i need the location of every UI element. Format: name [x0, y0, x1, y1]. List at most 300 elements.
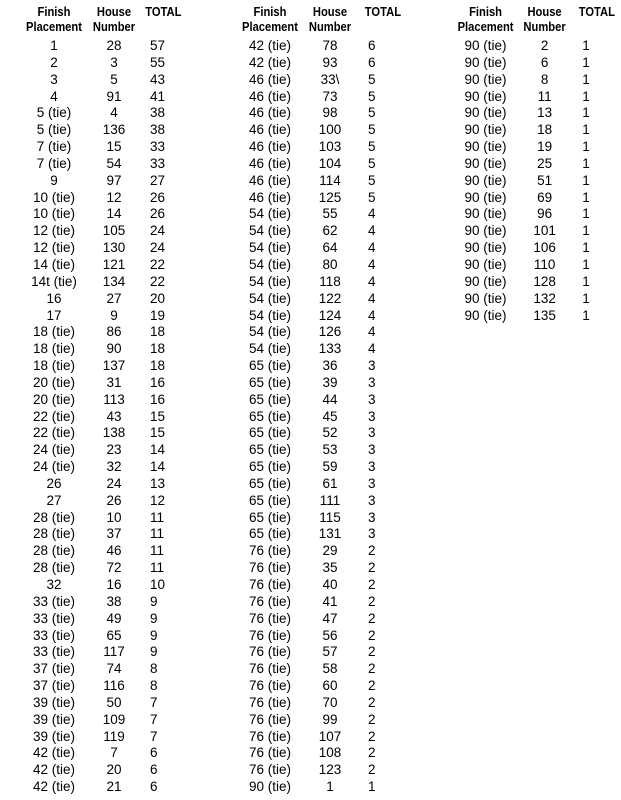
finish-placement-cell: 90 (tie) — [464, 71, 507, 87]
house-number-cell: 119 — [103, 728, 125, 744]
house-number-cell: 31 — [106, 374, 122, 390]
table-row — [20, 526, 190, 543]
finish-placement-cell: 14t (tie) — [31, 273, 77, 289]
total-cell: 1 — [582, 206, 590, 222]
total-cell: 18 — [150, 341, 166, 357]
table-row — [236, 644, 408, 661]
finish-placement-cell: 20 (tie) — [32, 374, 76, 390]
house-number-cell: 3 — [110, 54, 118, 70]
table-row — [236, 661, 408, 678]
results-table-3 — [452, 4, 621, 324]
house-number-cell: 7 — [110, 745, 118, 761]
finish-placement-cell: 27 — [46, 492, 62, 508]
house-number-cell: 62 — [322, 223, 338, 239]
header-house-number: House Number — [92, 4, 136, 34]
house-number-cell: 137 — [102, 358, 126, 374]
finish-placement-cell: 54 (tie) — [248, 223, 292, 239]
table-row — [20, 240, 190, 257]
finish-placement-cell: 42 (tie) — [248, 38, 292, 53]
total-cell: 2 — [368, 745, 376, 761]
house-number-cell: 114 — [319, 172, 341, 188]
finish-placement-cell: 33 (tie) — [32, 593, 76, 609]
finish-placement-cell: 90 (tie) — [248, 779, 292, 795]
total-cell: 33 — [150, 139, 166, 155]
total-cell: 4 — [368, 223, 376, 239]
finish-placement-cell: 33 (tie) — [32, 644, 76, 660]
house-number-cell: 128 — [533, 273, 556, 289]
finish-placement-cell: 65 (tie) — [248, 526, 292, 542]
house-number-cell: 99 — [322, 711, 338, 727]
total-cell: 4 — [368, 290, 376, 306]
table-row — [20, 156, 190, 173]
table-row — [236, 762, 408, 779]
table-row — [20, 324, 190, 341]
house-number-cell: 43 — [106, 408, 122, 424]
finish-placement-cell: 76 (tie) — [248, 661, 292, 677]
house-number-cell: 109 — [102, 711, 126, 727]
table-row — [20, 291, 190, 308]
finish-placement-cell: 4 — [50, 88, 58, 104]
house-number-cell: 80 — [322, 256, 338, 272]
finish-placement-cell: 76 (tie) — [248, 694, 292, 710]
table-row — [20, 392, 190, 409]
table-row — [236, 392, 408, 409]
house-number-cell: 104 — [318, 155, 342, 171]
house-number-cell: 19 — [537, 139, 553, 155]
house-number-cell: 116 — [103, 678, 125, 694]
finish-placement-cell: 90 (tie) — [464, 223, 507, 239]
total-cell: 22 — [150, 273, 166, 289]
finish-placement-cell: 54 (tie) — [248, 206, 292, 222]
total-cell: 5 — [368, 155, 376, 171]
table-row — [452, 72, 621, 89]
house-number-cell: 23 — [106, 442, 122, 458]
table-row — [452, 291, 621, 308]
house-number-cell: 107 — [318, 728, 342, 744]
finish-placement-cell: 90 (tie) — [464, 88, 507, 104]
total-cell: 3 — [368, 509, 376, 525]
total-cell: 1 — [582, 240, 590, 256]
house-number-cell: 126 — [318, 324, 342, 340]
total-cell: 2 — [368, 694, 376, 710]
total-cell: 1 — [582, 122, 590, 138]
total-cell: 1 — [582, 273, 590, 289]
house-number-cell: 59 — [322, 459, 338, 475]
finish-placement-cell: 20 (tie) — [32, 391, 76, 407]
table-row — [20, 206, 190, 223]
table-row — [20, 122, 190, 139]
table-row — [20, 173, 190, 190]
table-row — [236, 206, 408, 223]
finish-placement-cell: 42 (tie) — [32, 779, 76, 795]
results-table-1 — [20, 4, 190, 796]
table-row — [452, 240, 621, 257]
total-cell: 5 — [368, 88, 376, 104]
table-row — [236, 358, 408, 375]
table-row — [452, 206, 621, 223]
header-finish-placement: Finish Placement — [457, 4, 514, 34]
finish-placement-cell: 90 (tie) — [464, 54, 507, 70]
total-cell: 15 — [150, 408, 166, 424]
table-row — [236, 122, 408, 139]
house-number-cell: 132 — [533, 290, 556, 306]
finish-placement-cell: 65 (tie) — [248, 374, 292, 390]
total-cell: 5 — [368, 71, 376, 87]
total-cell: 10 — [150, 577, 166, 592]
total-cell: 14 — [150, 459, 166, 475]
table-row — [236, 779, 408, 796]
finish-placement-cell: 65 (tie) — [248, 475, 292, 491]
header-row — [236, 4, 408, 38]
total-cell: 4 — [368, 341, 376, 357]
total-cell: 24 — [150, 223, 166, 239]
finish-placement-cell: 65 (tie) — [248, 425, 292, 441]
table-row — [236, 678, 408, 695]
house-number-cell: 108 — [318, 745, 342, 761]
house-number-cell: 111 — [319, 492, 341, 508]
finish-placement-cell: 76 (tie) — [248, 678, 292, 694]
finish-placement-cell: 24 (tie) — [32, 459, 76, 475]
total-cell: 4 — [368, 240, 376, 256]
table-row — [452, 190, 621, 207]
table-row — [236, 628, 408, 645]
house-number-cell: 60 — [322, 678, 338, 694]
house-number-cell: 49 — [106, 610, 122, 626]
house-number-cell: 36 — [322, 358, 338, 374]
total-cell: 3 — [368, 526, 376, 542]
total-cell: 26 — [150, 206, 166, 222]
house-number-cell: 29 — [322, 543, 338, 559]
table-row — [236, 240, 408, 257]
finish-placement-cell: 46 (tie) — [248, 88, 292, 104]
house-number-cell: 122 — [318, 290, 342, 306]
table-row — [236, 139, 408, 156]
finish-placement-cell: 42 (tie) — [248, 54, 292, 70]
table-row — [20, 611, 190, 628]
finish-placement-cell: 37 (tie) — [32, 678, 76, 694]
finish-placement-cell: 37 (tie) — [32, 661, 76, 677]
finish-placement-cell: 16 — [46, 290, 62, 306]
finish-placement-cell: 65 (tie) — [248, 509, 292, 525]
house-number-cell: 78 — [322, 38, 338, 53]
total-cell: 9 — [150, 627, 158, 643]
house-number-cell: 45 — [322, 408, 338, 424]
total-cell: 7 — [150, 728, 158, 744]
finish-placement-cell: 9 — [50, 172, 58, 188]
header-finish-placement: Finish Placement — [242, 4, 298, 34]
table-row — [452, 55, 621, 72]
total-cell: 14 — [150, 442, 166, 458]
table-row — [20, 779, 190, 796]
total-cell: 1 — [582, 88, 590, 104]
table-row — [236, 223, 408, 240]
table-row — [20, 695, 190, 712]
house-number-cell: 135 — [533, 307, 556, 323]
table-row — [236, 611, 408, 628]
table-row — [236, 510, 408, 527]
house-number-cell: 105 — [102, 223, 126, 239]
house-number-cell: 41 — [322, 593, 338, 609]
finish-placement-cell: 46 (tie) — [248, 122, 292, 138]
house-number-cell: 11 — [537, 88, 552, 104]
table-row — [20, 409, 190, 426]
table-row — [236, 72, 408, 89]
house-number-cell: 130 — [102, 240, 126, 256]
table-row — [20, 459, 190, 476]
header-house-number: House Number — [308, 4, 352, 34]
table-row — [20, 358, 190, 375]
house-number-cell: 39 — [322, 374, 338, 390]
total-cell: 19 — [150, 307, 166, 323]
total-cell: 7 — [150, 694, 158, 710]
finish-placement-cell: 42 (tie) — [32, 762, 76, 778]
house-number-cell: 55 — [322, 206, 338, 222]
finish-placement-cell: 26 — [46, 475, 62, 491]
total-cell: 6 — [150, 745, 158, 761]
finish-placement-cell: 65 (tie) — [248, 442, 292, 458]
table-row — [20, 729, 190, 746]
total-cell: 27 — [150, 172, 166, 188]
finish-placement-cell: 54 (tie) — [248, 256, 292, 272]
table-row — [20, 89, 190, 106]
total-cell: 3 — [368, 492, 376, 508]
table-row — [236, 560, 408, 577]
table-row — [452, 89, 621, 106]
total-cell: 9 — [150, 593, 158, 609]
total-cell: 5 — [368, 189, 376, 205]
total-cell: 38 — [150, 122, 166, 138]
house-number-cell: 98 — [322, 105, 338, 121]
total-cell: 5 — [368, 172, 376, 188]
table-row — [236, 712, 408, 729]
house-number-cell: 113 — [103, 391, 125, 407]
finish-placement-cell: 65 (tie) — [248, 408, 292, 424]
table-row — [20, 476, 190, 493]
table-row — [20, 223, 190, 240]
house-number-cell: 72 — [106, 560, 122, 576]
table-row — [452, 173, 621, 190]
house-number-cell: 138 — [102, 425, 126, 441]
house-number-cell: 38 — [106, 593, 122, 609]
house-number-cell: 131 — [318, 526, 342, 542]
table-row — [20, 678, 190, 695]
house-number-cell: 24 — [106, 475, 122, 491]
finish-placement-cell: 14 (tie) — [32, 256, 76, 272]
finish-placement-cell: 90 (tie) — [464, 38, 507, 53]
total-cell: 7 — [150, 711, 158, 727]
finish-placement-cell: 46 (tie) — [248, 172, 292, 188]
table-row — [236, 459, 408, 476]
header-total: TOTAL — [578, 4, 616, 19]
house-number-cell: 28 — [106, 38, 122, 53]
table-row — [236, 409, 408, 426]
table-row — [20, 55, 190, 72]
total-cell: 2 — [368, 577, 376, 592]
house-number-cell: 15 — [106, 139, 122, 155]
header-row — [452, 4, 621, 38]
table-row — [452, 223, 621, 240]
total-cell: 11 — [150, 509, 165, 525]
table-row — [20, 594, 190, 611]
house-number-cell: 1 — [326, 779, 334, 795]
table-row — [236, 577, 408, 594]
house-number-cell: 52 — [322, 425, 338, 441]
house-number-cell: 133 — [318, 341, 342, 357]
house-number-cell: 117 — [103, 644, 125, 660]
total-cell: 18 — [150, 324, 166, 340]
finish-placement-cell: 76 (tie) — [248, 745, 292, 761]
table-row — [236, 594, 408, 611]
table-row — [20, 510, 190, 527]
house-number-cell: 103 — [318, 139, 342, 155]
finish-placement-cell: 54 (tie) — [248, 240, 292, 256]
total-cell: 6 — [150, 779, 158, 795]
total-cell: 1 — [368, 779, 376, 795]
total-cell: 4 — [368, 324, 376, 340]
table-row — [20, 274, 190, 291]
house-number-cell: 21 — [106, 779, 122, 795]
finish-placement-cell: 33 (tie) — [32, 627, 76, 643]
finish-placement-cell: 39 (tie) — [32, 711, 76, 727]
finish-placement-cell: 76 (tie) — [248, 610, 292, 626]
house-number-cell: 69 — [537, 189, 553, 205]
table-row — [20, 425, 190, 442]
total-cell: 2 — [368, 661, 376, 677]
finish-placement-cell: 65 (tie) — [248, 391, 292, 407]
house-number-cell: 96 — [537, 206, 553, 222]
table-row — [236, 257, 408, 274]
total-cell: 38 — [150, 105, 166, 121]
table-row — [20, 745, 190, 762]
house-number-cell: 106 — [533, 240, 556, 256]
finish-placement-cell: 46 (tie) — [248, 105, 292, 121]
table-row — [20, 661, 190, 678]
finish-placement-cell: 46 (tie) — [248, 155, 292, 171]
total-cell: 9 — [150, 610, 158, 626]
table-row — [452, 139, 621, 156]
table-row — [236, 526, 408, 543]
house-number-cell: 40 — [322, 577, 338, 592]
finish-placement-cell: 5 (tie) — [36, 122, 72, 138]
total-cell: 26 — [150, 189, 166, 205]
total-cell: 33 — [150, 155, 166, 171]
total-cell: 6 — [368, 54, 376, 70]
table-row — [20, 190, 190, 207]
total-cell: 2 — [368, 543, 376, 559]
table-row — [452, 274, 621, 291]
house-number-cell: 56 — [322, 627, 338, 643]
total-cell: 16 — [150, 374, 166, 390]
header-row — [20, 4, 190, 38]
results-column-2 — [236, 4, 408, 796]
finish-placement-cell: 46 (tie) — [248, 71, 292, 87]
total-cell: 1 — [582, 172, 590, 188]
table-row — [20, 493, 190, 510]
finish-placement-cell: 1 — [50, 38, 58, 53]
finish-placement-cell: 65 (tie) — [248, 459, 292, 475]
house-number-cell: 54 — [106, 155, 122, 171]
total-cell: 1 — [582, 307, 590, 323]
house-number-cell: 5 — [110, 71, 118, 87]
table-row — [236, 476, 408, 493]
finish-placement-cell: 42 (tie) — [32, 745, 76, 761]
total-cell: 6 — [368, 38, 376, 53]
total-cell: 1 — [582, 71, 590, 87]
house-number-cell: 8 — [540, 71, 549, 87]
total-cell: 41 — [150, 88, 166, 104]
total-cell: 1 — [582, 105, 590, 121]
house-number-cell: 124 — [318, 307, 342, 323]
table-row — [236, 89, 408, 106]
finish-placement-cell: 54 (tie) — [248, 307, 292, 323]
house-number-cell: 46 — [106, 543, 122, 559]
table-row — [236, 308, 408, 325]
house-number-cell: 4 — [110, 105, 118, 121]
finish-placement-cell: 90 (tie) — [464, 189, 507, 205]
house-number-cell: 26 — [106, 492, 122, 508]
total-cell: 22 — [150, 256, 166, 272]
table-row — [236, 493, 408, 510]
house-number-cell: 32 — [106, 459, 122, 475]
table-row — [236, 274, 408, 291]
table-row — [236, 173, 408, 190]
total-cell: 5 — [368, 139, 376, 155]
table-row — [20, 38, 190, 55]
house-number-cell: 136 — [102, 122, 126, 138]
table-row — [236, 745, 408, 762]
total-cell: 2 — [368, 728, 376, 744]
total-cell: 1 — [582, 155, 590, 171]
house-number-cell: 50 — [106, 694, 122, 710]
finish-placement-cell: 90 (tie) — [464, 307, 507, 323]
total-cell: 2 — [368, 627, 376, 643]
total-cell: 13 — [150, 475, 166, 491]
table-row — [20, 257, 190, 274]
house-number-cell: 70 — [322, 694, 338, 710]
total-cell: 1 — [582, 38, 590, 53]
finish-placement-cell: 90 (tie) — [464, 256, 507, 272]
header-total: TOTAL — [145, 4, 182, 19]
house-number-cell: 91 — [106, 88, 122, 104]
table-row — [20, 105, 190, 122]
finish-placement-cell: 3 — [50, 71, 58, 87]
total-cell: 2 — [368, 711, 376, 727]
results-column-1 — [20, 4, 190, 796]
table-row — [20, 543, 190, 560]
total-cell: 11 — [150, 526, 165, 542]
house-number-cell: 110 — [533, 256, 556, 272]
finish-placement-cell: 33 (tie) — [32, 610, 76, 626]
finish-placement-cell: 90 (tie) — [464, 240, 507, 256]
house-number-cell: 53 — [322, 442, 338, 458]
house-number-cell: 90 — [106, 341, 122, 357]
house-number-cell: 101 — [533, 223, 556, 239]
table-row — [236, 324, 408, 341]
house-number-cell: 118 — [319, 273, 341, 289]
finish-placement-cell: 54 (tie) — [248, 341, 292, 357]
table-row — [452, 156, 621, 173]
finish-placement-cell: 90 (tie) — [464, 139, 507, 155]
finish-placement-cell: 10 (tie) — [32, 189, 76, 205]
table-row — [452, 105, 621, 122]
total-cell: 12 — [150, 492, 166, 508]
table-row — [236, 543, 408, 560]
house-number-cell: 65 — [106, 627, 122, 643]
total-cell: 57 — [150, 38, 166, 53]
finish-placement-cell: 46 (tie) — [248, 189, 292, 205]
total-cell: 15 — [150, 425, 166, 441]
finish-placement-cell: 17 — [46, 307, 62, 323]
